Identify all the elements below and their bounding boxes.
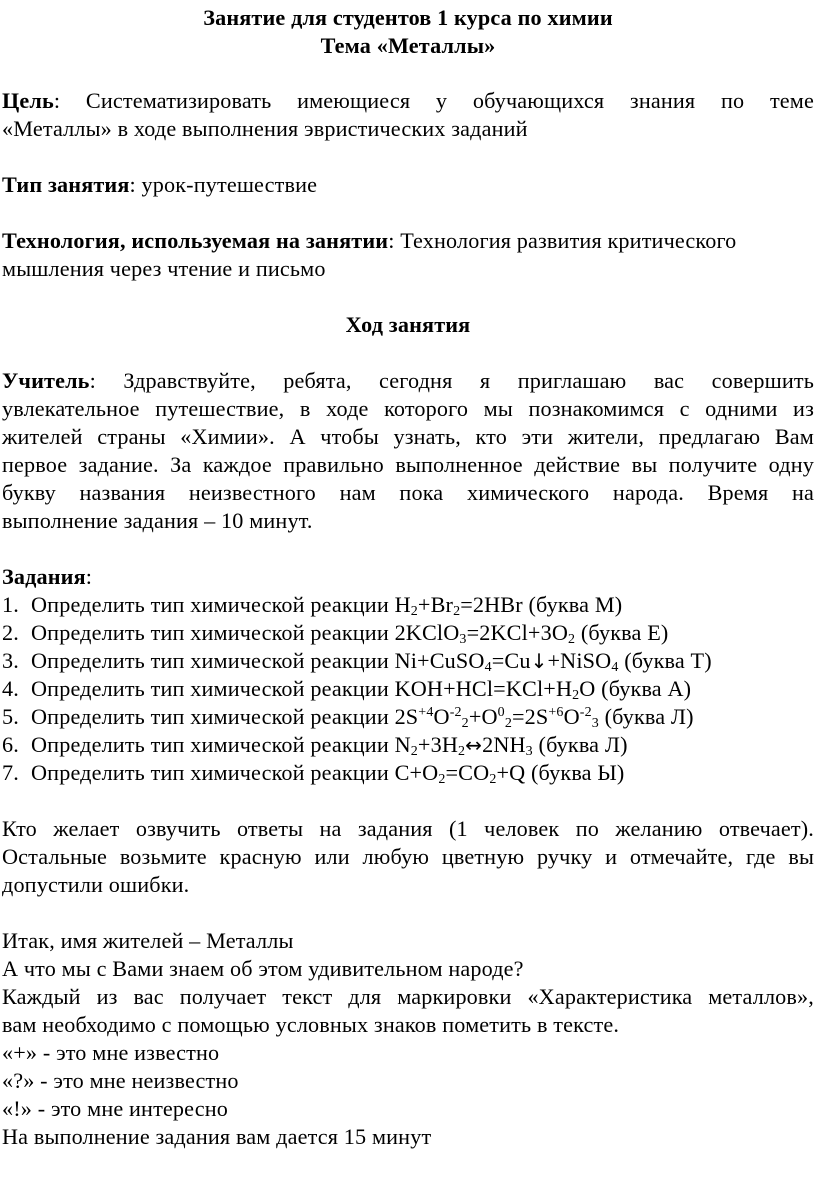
document-title: Занятие для студентов 1 курса по химии (203, 5, 613, 30)
course-heading: Ход занятия (345, 312, 471, 337)
teacher-line-2: увлекательное путешествие, в ходе которого мы познакомимся с одними из (2, 396, 814, 421)
task-number: 3. (2, 648, 19, 673)
tasks-label: Задания (2, 564, 86, 589)
task-prefix: Определить тип химической реакции (31, 760, 389, 785)
technology-text-1: : Технология развития критического (388, 228, 737, 253)
task-item (2, 619, 814, 647)
task-formula: $H_2+Br_2=2HBr$ (394, 592, 523, 619)
task-prefix: Определить тип химической реакции (31, 732, 389, 757)
marker-known: «+» - это мне известно (2, 1040, 220, 1065)
after-tasks-line-1: Кто желает озвучить ответы на задания (1 человек по желанию отвечает). (2, 816, 814, 841)
goal-line-2: «Металлы» в ходе выполнения эвристических заданий (2, 116, 528, 141)
task-letter: (буква Е) (580, 620, 669, 645)
task-letter: (буква Л) (538, 732, 628, 757)
after-tasks-line-2: Остальные возьмите красную или любую цветную ручку и отмечайте, где вы (2, 844, 814, 869)
double-arrow-icon: ↔ (465, 733, 483, 757)
task-item (2, 759, 814, 787)
task-letter: (буква А) (601, 676, 692, 701)
task-formula: $2S^{+4}O^{-2}_2+O^0_2=2S^{+6}O^{-2}_3$ (394, 704, 599, 731)
goal-line-1 (2, 87, 814, 115)
task-item (2, 731, 814, 759)
conclusion-line-1: Итак, имя жителей – Металлы (2, 928, 294, 953)
conclusion-line-8: На выполнение задания вам дается 15 минут (2, 1124, 432, 1149)
task-prefix: Определить тип химической реакции (31, 620, 389, 645)
task-number: 4. (2, 676, 19, 701)
task-number: 7. (2, 760, 19, 785)
goal-label: Цель (2, 88, 54, 113)
task-formula: $N_2+3H_2\leftrightarrow 2NH_3$ (394, 732, 533, 759)
task-letter: (буква Т) (624, 648, 712, 673)
teacher-line-3: жителей страны «Химии». А чтобы узнать, кто эти жители, предлагаю Вам (2, 424, 814, 449)
task-prefix: Определить тип химической реакции (31, 592, 389, 617)
task-number: 2. (2, 620, 19, 645)
after-tasks-line-3: допустили ошибки. (2, 872, 190, 897)
tasks-heading (2, 563, 814, 591)
task-formula: $2KClO_3=2KCl+3O_2$ (394, 620, 576, 647)
conclusion-line-4: вам необходимо с помощью условных знаков пометить в тексте. (2, 1012, 620, 1037)
teacher-line-6: выполнение задания – 10 минут. (2, 508, 313, 533)
task-number: 6. (2, 732, 19, 757)
task-letter: (буква Л) (604, 704, 694, 729)
technology-line-2: мышления через чтение и письмо (2, 256, 326, 281)
lesson-type-text: : урок-путешествие (129, 172, 318, 197)
task-item (2, 675, 814, 703)
technology-line-1 (2, 227, 814, 255)
task-item (2, 591, 814, 619)
teacher-line-1 (2, 367, 814, 395)
technology-label: Технология, используемая на занятии (2, 228, 389, 253)
marker-unknown: «?» - это мне неизвестно (2, 1068, 239, 1093)
arrow-down-icon: ↓ (530, 649, 548, 673)
task-formula: $KOH+HCl=KCl+H_2O$ (394, 676, 596, 703)
task-letter: (буква М) (528, 592, 623, 617)
lesson-type-label: Тип занятия (2, 172, 130, 197)
conclusion-line-2: А что мы с Вами знаем об этом удивительном народе? (2, 956, 524, 981)
lesson-type-line (2, 171, 814, 199)
teacher-line-5: букву названия неизвестного нам пока химического народа. Время на (2, 480, 814, 505)
task-formula: $C+O_2=CO_2+Q$ (394, 760, 526, 787)
task-prefix: Определить тип химической реакции (31, 704, 389, 729)
teacher-text-1: : Здравствуйте, ребята, сегодня я приглашаю вас совершить (89, 368, 814, 393)
teacher-line-4: первое задание. За каждое правильно выполненное действие вы получите одну (2, 452, 814, 477)
marker-interesting: «!» - это мне интересно (2, 1096, 228, 1121)
task-number: 5. (2, 704, 19, 729)
goal-text-1: : Систематизировать имеющиеся у обучающихся знания по теме (53, 88, 814, 113)
document-topic: Тема «Металлы» (320, 33, 496, 58)
task-item (2, 703, 814, 731)
teacher-label: Учитель (2, 368, 90, 393)
tasks-colon: : (85, 564, 93, 589)
task-letter: (буква Ы) (531, 760, 625, 785)
task-formula: Ni+CuSO$_4$=Cu↓+NiSO$_4$ (394, 648, 619, 675)
conclusion-line-3: Каждый из вас получает текст для маркировки «Характеристика металлов», (2, 984, 814, 1009)
task-prefix: Определить тип химической реакции (31, 676, 389, 701)
task-prefix: Определить тип химической реакции (31, 648, 389, 673)
task-number: 1. (2, 592, 19, 617)
task-item (2, 647, 814, 675)
